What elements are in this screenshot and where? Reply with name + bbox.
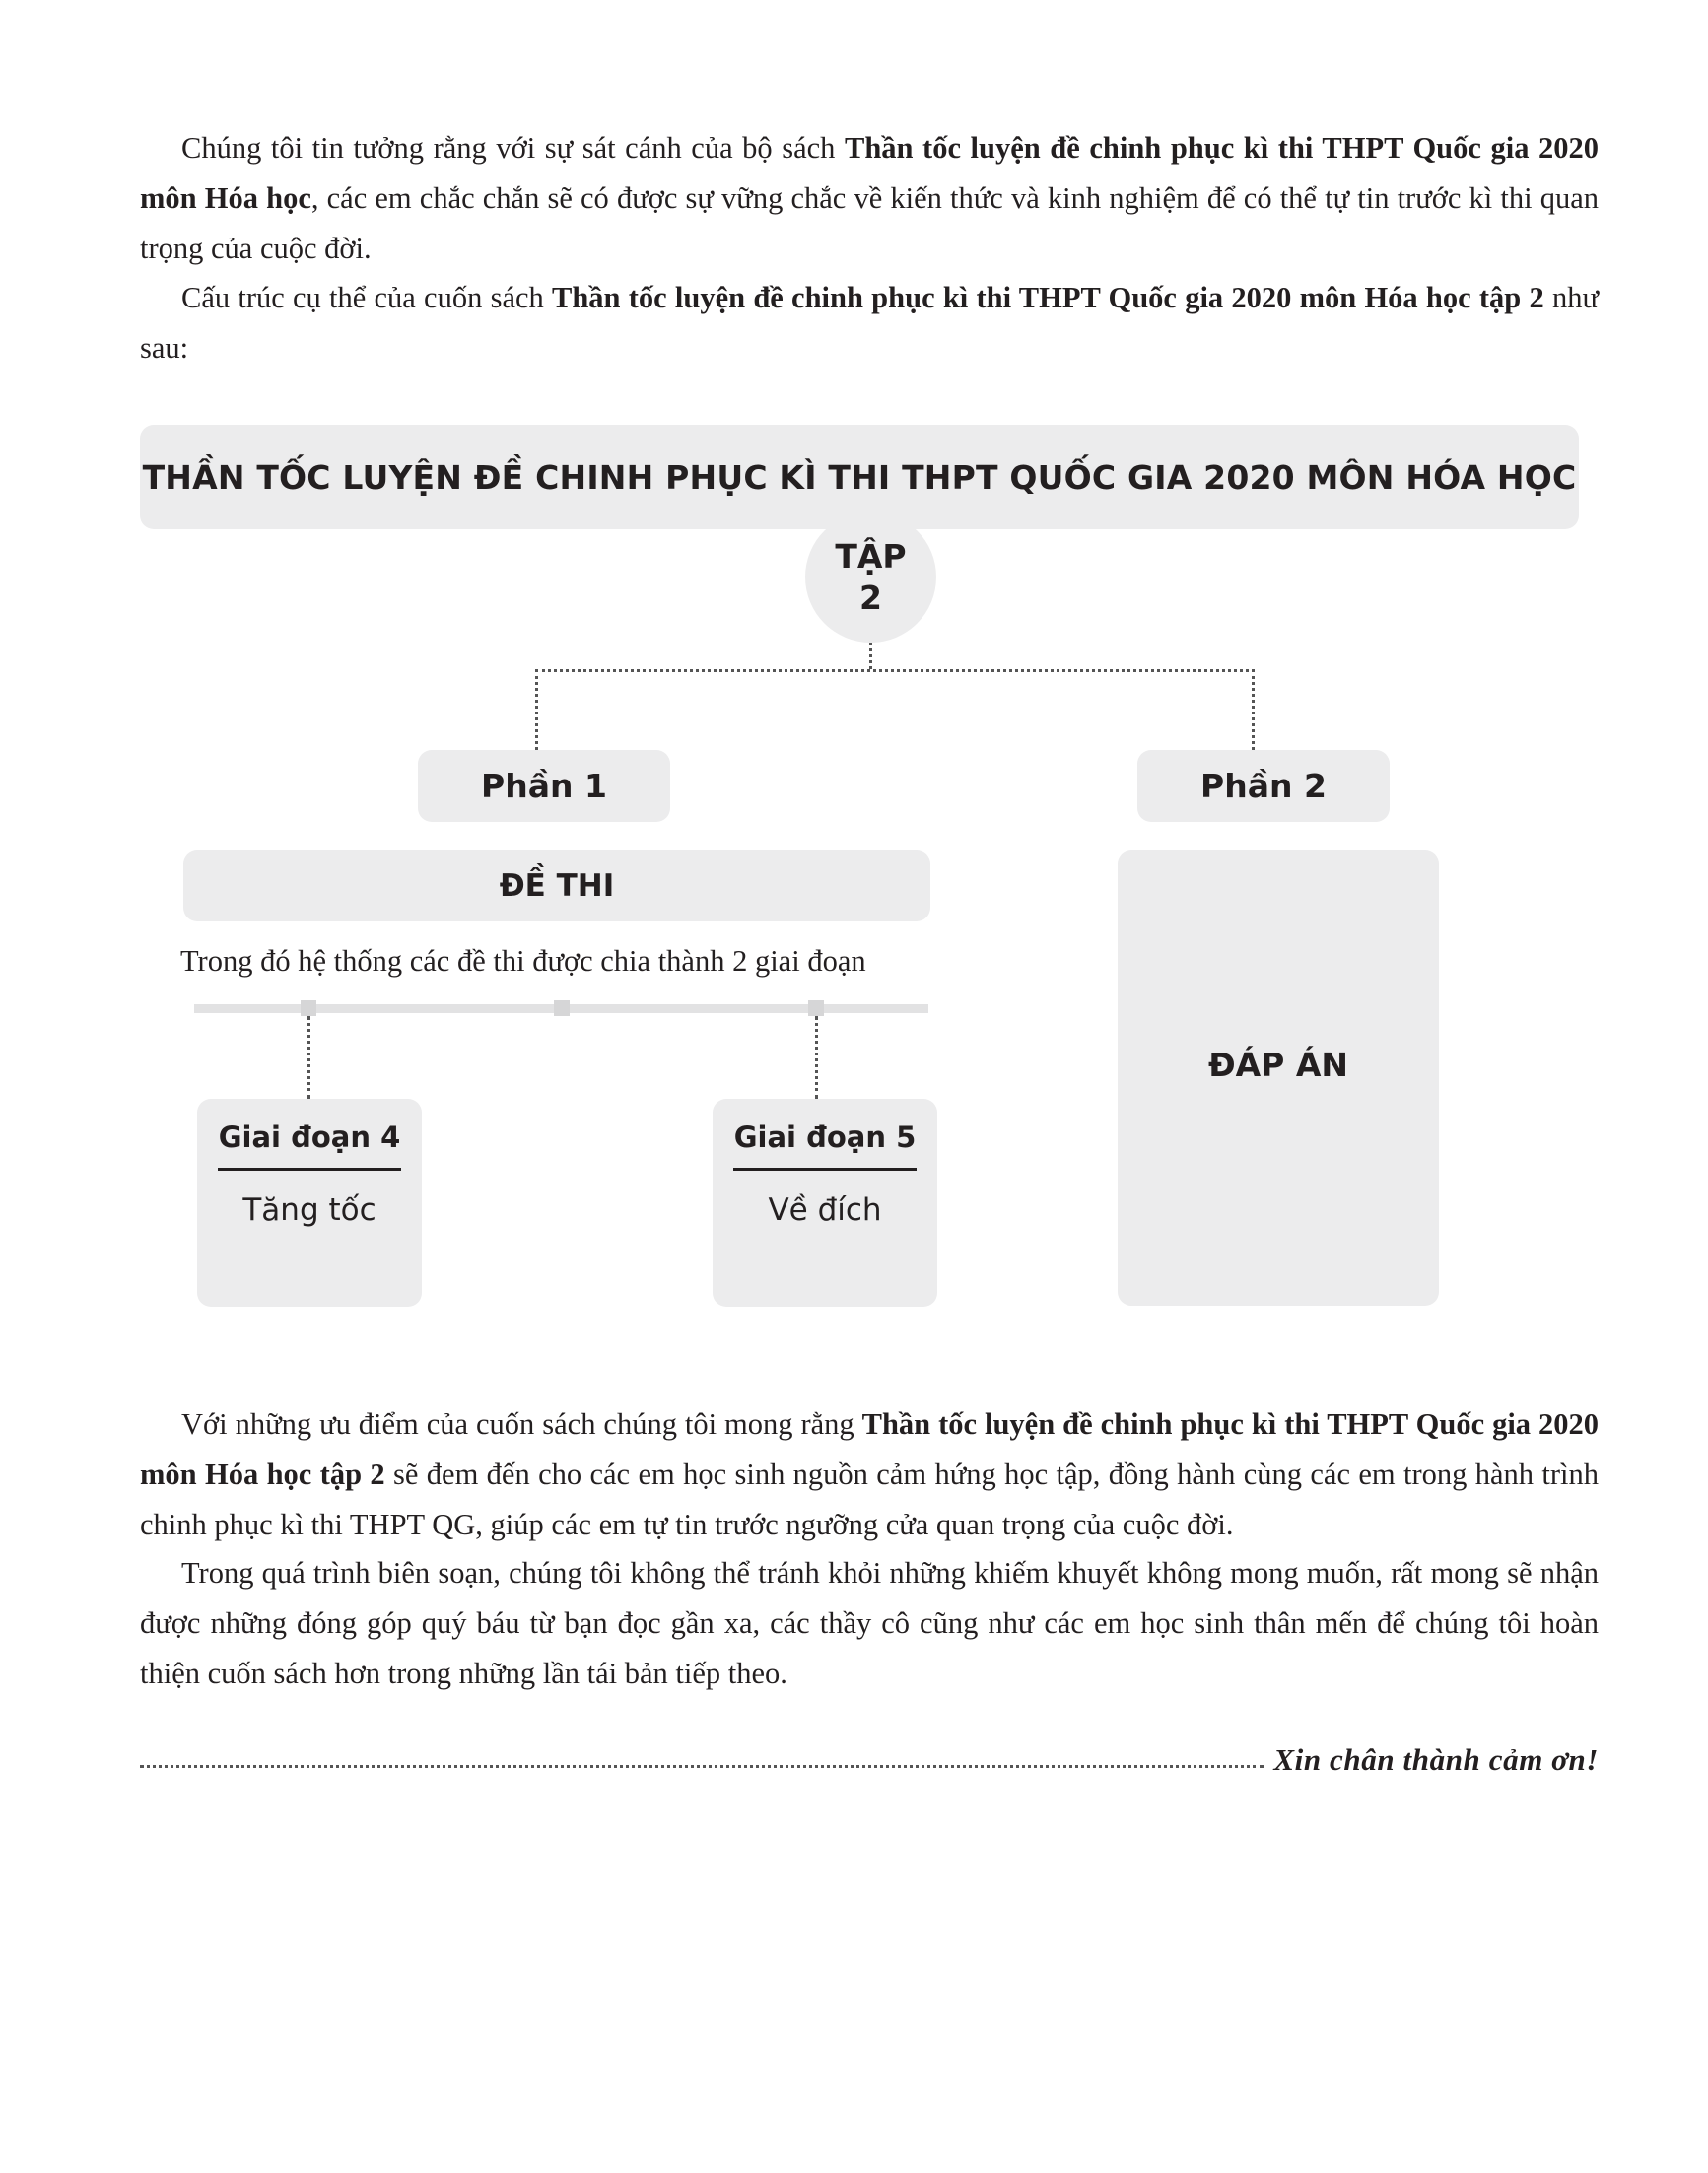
stage5-subtitle: Về đích (768, 1192, 882, 1228)
connector-stage5 (815, 1016, 818, 1099)
stage4-name: Giai đoạn 4 (218, 1120, 401, 1171)
connector-part1 (535, 669, 538, 750)
feedback-paragraph (140, 1548, 1599, 1699)
diagram-title: THẦN TỐC LUYỆN ĐỀ CHINH PHỤC KÌ THI THPT QUỐC GIA 2020 MÔN HÓA HỌC (140, 425, 1579, 529)
connector-branch (535, 669, 1255, 672)
stage-bar-node-1 (301, 1000, 316, 1016)
part2-box: Phần 2 (1137, 750, 1390, 822)
stage5-box (713, 1099, 937, 1307)
volume-number: 2 (859, 577, 882, 617)
stage4-subtitle: Tăng tốc (242, 1192, 376, 1228)
intro-text-2: , các em chắc chắn sẽ có được sự vững chắc về kiến thức và kinh nghiệm để có thể tự tin trước kì thi quan trọng của cuộc đời. (140, 181, 1600, 265)
feedback-text: Trong quá trình biên soạn, chúng tôi không thể tránh khỏi những khiếm khuyết không mong muốn, rất mong sẽ nhận được những đóng góp quý báu từ bạn đọc gần xa, các thầy cô cũng như các em học sinh thân mến để chúng tôi hoàn thiện cuốn sách hơn trong những lần tái bản tiếp theo. (140, 1556, 1599, 1690)
intro-text-1: Chúng tôi tin tưởng rằng với sự sát cánh của bộ sách (181, 131, 845, 165)
closing-thanks: Xin chân thành cảm ơn! (1273, 1742, 1599, 1777)
exam-heading-box: ĐỀ THI (183, 850, 930, 921)
structure-text-2: như sau: (140, 281, 1600, 365)
stage4-box (197, 1099, 422, 1307)
benefits-text-2: sẽ đem đến cho các em học sinh nguồn cảm hứng học tập, đồng hành cùng các em trong hành trình chinh phục kì thi THPT QG, giúp các em tự tin trước ngưỡng cửa quan trọng của cuộc đời. (140, 1458, 1599, 1541)
volume-circle (805, 511, 936, 643)
closing-line (140, 1742, 1599, 1778)
stage-bar-node-3 (808, 1000, 824, 1016)
closing-dotted-leader (140, 1765, 1264, 1768)
answers-box: ĐÁP ÁN (1118, 850, 1439, 1306)
stage-bar-right (570, 1004, 928, 1013)
stage-bar-node-2 (554, 1000, 570, 1016)
stage5-name: Giai đoạn 5 (733, 1120, 917, 1171)
connector-part2 (1252, 669, 1255, 750)
exam-description: Trong đó hệ thống các đề thi được chia thành 2 giai đoạn (180, 944, 866, 978)
connector-stage4 (307, 1016, 310, 1099)
benefits-paragraph (140, 1399, 1599, 1550)
connector-volume-down (869, 643, 872, 669)
structure-text-1: Cấu trúc cụ thể của cuốn sách (181, 281, 552, 314)
structure-paragraph (140, 273, 1599, 373)
intro-book-title: Thần tốc luyện đề chinh phục kì thi THPT Quốc gia 2020 môn Hóa học (140, 131, 1600, 215)
stage-bar-left (194, 1004, 554, 1013)
intro-paragraph (140, 123, 1599, 274)
benefits-text-1: Với những ưu điểm của cuốn sách chúng tôi mong rằng (181, 1407, 862, 1441)
benefits-book-title: Thần tốc luyện đề chinh phục kì thi THPT Quốc gia 2020 môn Hóa học tập 2 (140, 1407, 1599, 1491)
part1-box: Phần 1 (418, 750, 670, 822)
structure-book-title: Thần tốc luyện đề chinh phục kì thi THPT Quốc gia 2020 môn Hóa học tập 2 (552, 281, 1544, 314)
volume-label: TẬP (835, 536, 907, 576)
